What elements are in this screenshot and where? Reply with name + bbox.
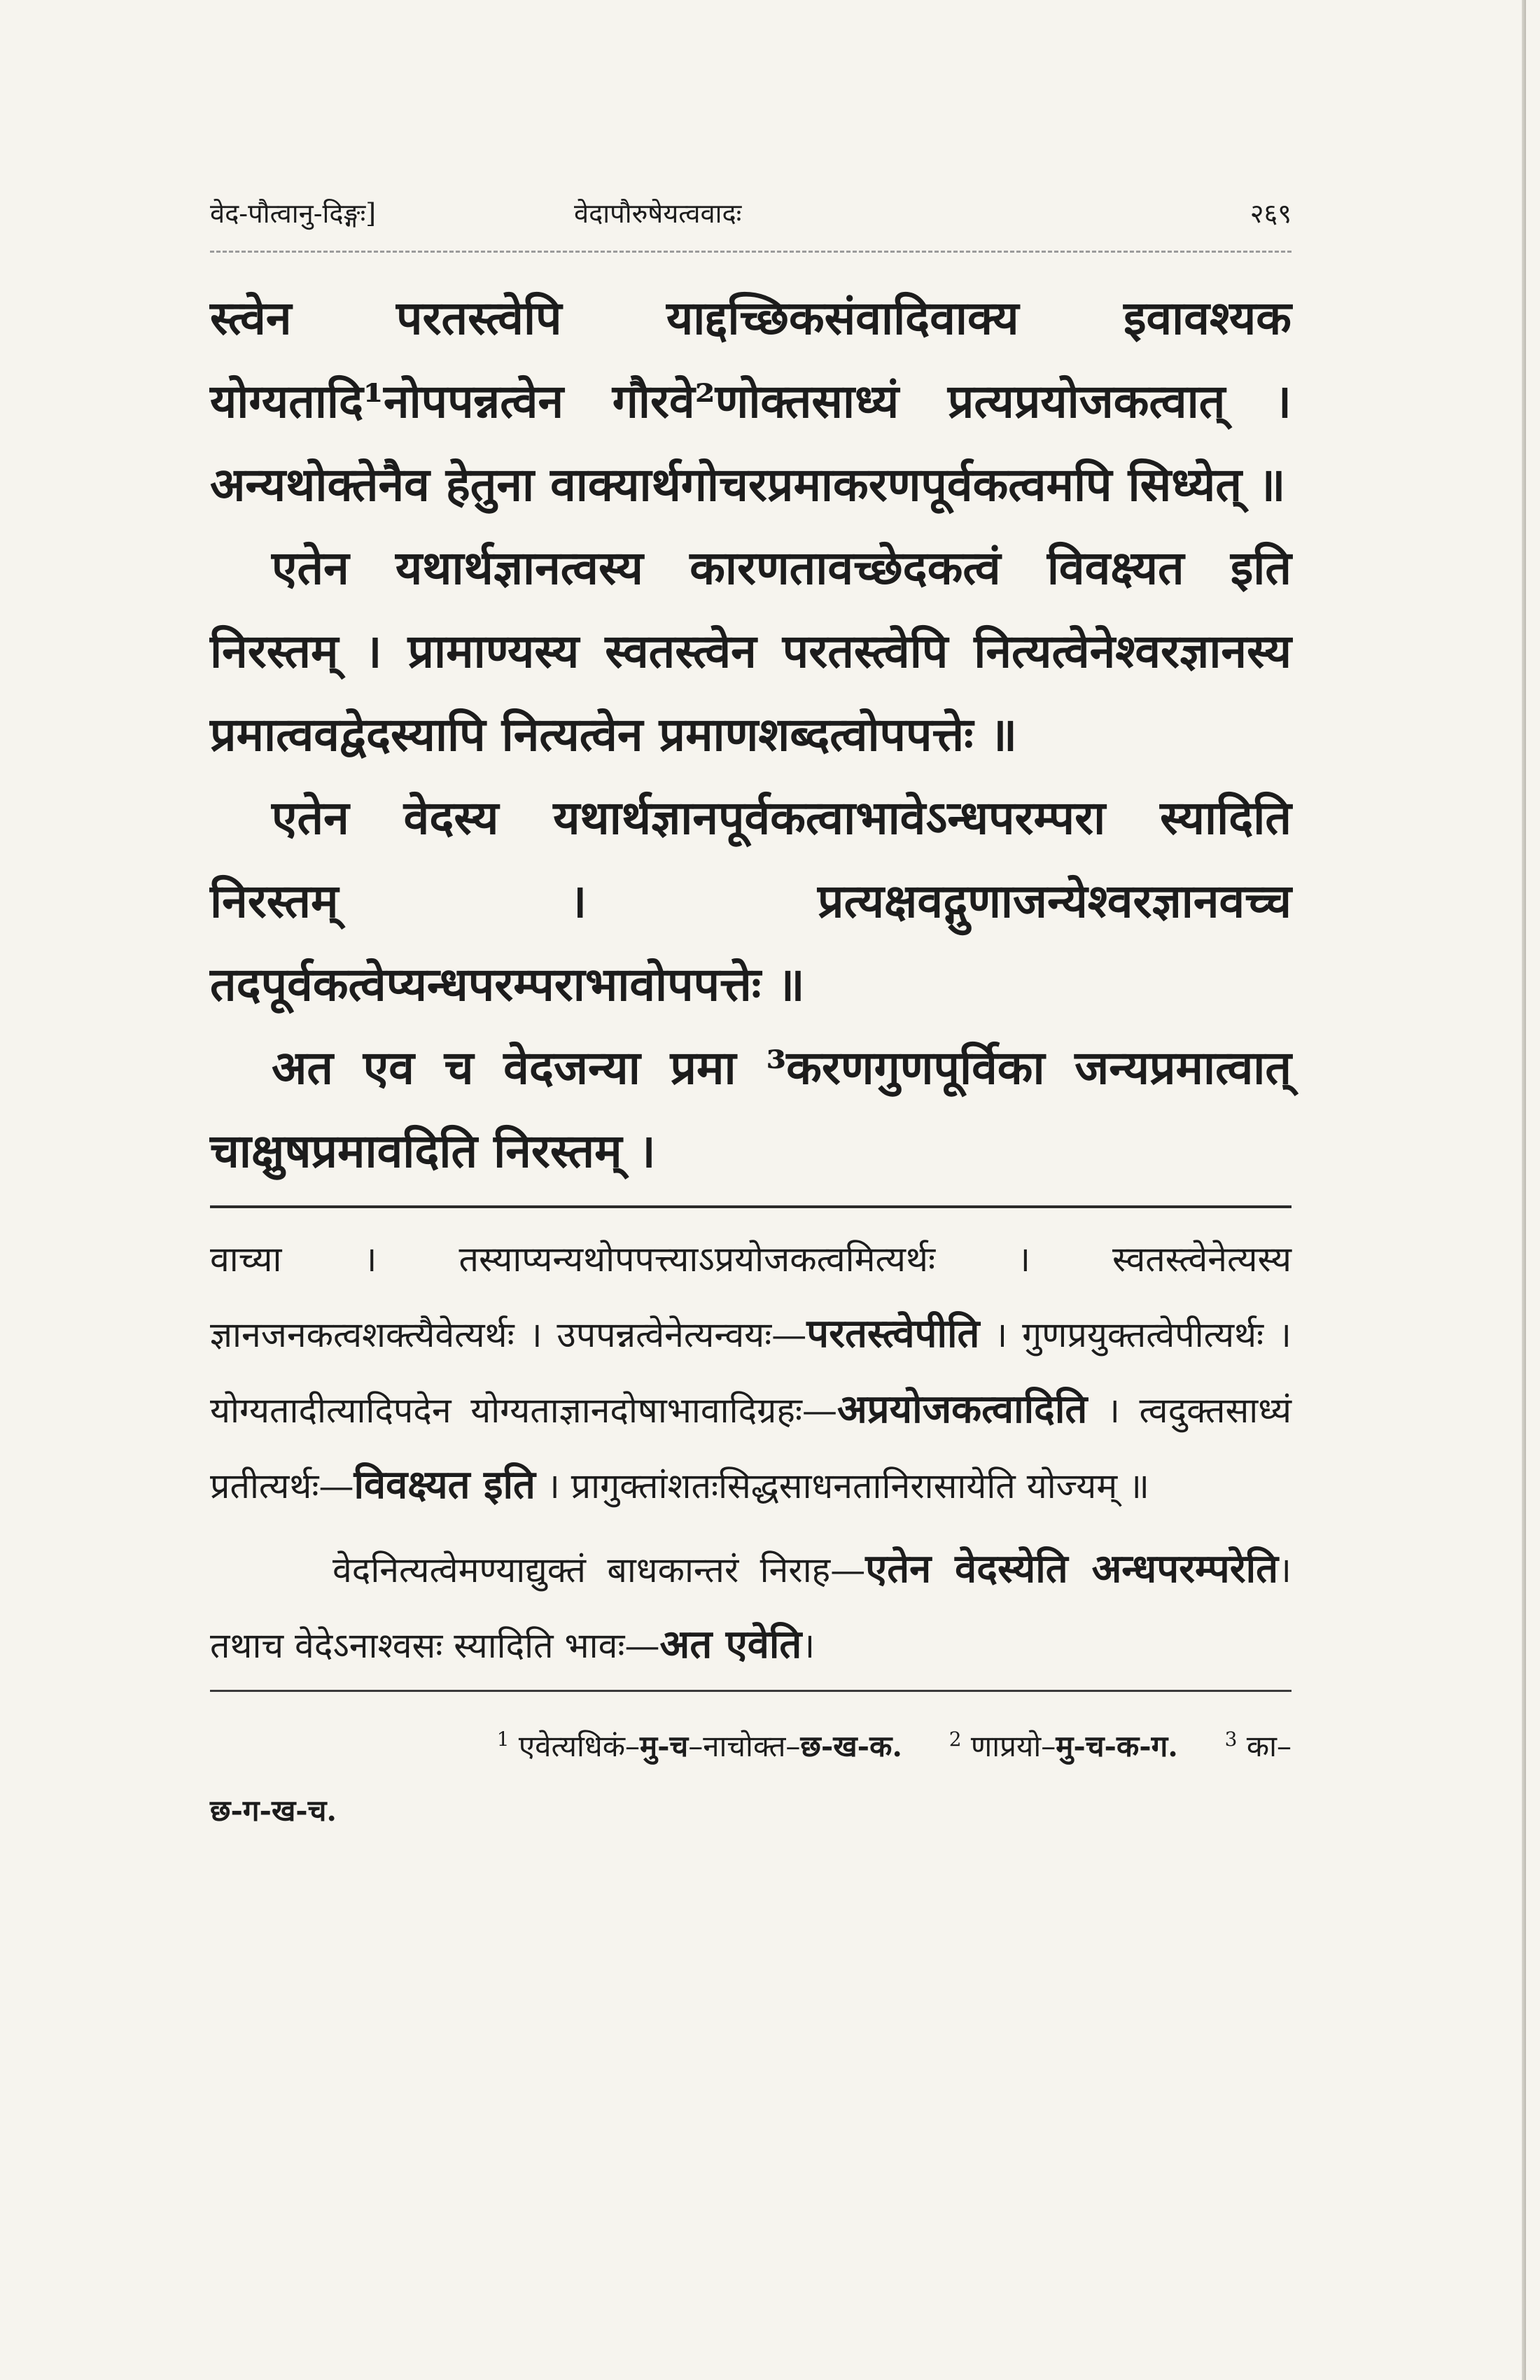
commentary-text: वेदनित्यत्वेमण्याद्युक्तं बाधकान्तरं निराह— [332,1550,866,1590]
header-section-left: वेद-पौत्वानु-दिङ्गः] [210,198,377,229]
header-title: वेदापौरुषेयत्ववादः [574,198,742,229]
footnote-rule [210,1690,1292,1692]
footnote-text: का– [1246,1729,1292,1763]
main-paragraph: एतेन यथार्थज्ञानत्वस्य कारणतावच्छेदकत्वं विवक्ष्यत इति निरस्तम् । प्रामाण्यस्य स्वतस्त्वेन परतस्त्वेपि नित्यत्वेनेश्वरज्ञानस्य प्रमात्ववद्वेदस्यापि नित्यत्वेन प्रमाणशब्दत्वोपपत्तेः ॥ [210,540,1292,762]
commentary [210,1222,1292,1683]
commentary-text: । प्रागुक्तांशतःसिद्धसाधनतानिरासायेति योज्यम् ॥ [535,1466,1149,1506]
footnotes [210,1707,1292,1843]
main-text [210,276,1292,1193]
footnote-sigla: छ-ख-क. [800,1729,902,1763]
footnote-marker: 1 [496,1728,510,1751]
footnote-line [210,1707,1292,1779]
footnote-sigla: छ-ग-ख-च. [210,1793,337,1828]
main-paragraph: स्त्वेन परतस्त्वेपि याद्दच्छिकसंवादिवाक्य इवावश्यक योग्यतादि¹नोपपन्नत्वेन गौरवे²णोक्तसाध्यं प्रत्यप्रयोजकत्वात् । अन्यथोक्तेनैव हेतुना वाक्यार्थगोचरप्रमाकरणपूर्वकत्वमपि सिध्येत् ॥ [210,290,1292,512]
commentary-text: । तथाच वेदेऽनाश्वसः स्यादिति भावः— [210,1550,1292,1666]
footnote-text: णाप्रयो– [970,1729,1056,1763]
footnote-text: एवेत्यधिकं– [518,1729,640,1763]
text-commentary-divider [210,1205,1292,1208]
commentary-lemma: अत एवेति [659,1621,802,1667]
running-head [210,189,1292,231]
commentary-lemma: अप्रयोजकत्वादिति [836,1386,1088,1432]
footnote-line [210,1779,1292,1843]
commentary-text: । त्वदुक्तसाध्यं प्रतीत्यर्थः— [210,1390,1292,1506]
book-page [210,189,1292,1843]
commentary-paragraph [210,1532,1292,1683]
commentary-lemma: विवक्ष्यत इति [354,1462,536,1508]
commentary-text: । गुणप्रयुक्तत्वेपीत्यर्थः । योग्यतादीत्यादिपदेन योग्यताज्ञानदोषाभावादिग्रहः— [210,1315,1292,1431]
main-paragraph: अत एव च वेदजन्या प्रमा ³करणगुणपूर्विका जन्यप्रमात्वात् चाक्षुषप्रमावदिति निरस्तम् । [210,1040,1292,1178]
commentary-lemma: परतस्त्वेपीति [806,1310,980,1357]
header-rule [210,251,1292,253]
page-number: २६९ [1250,198,1292,229]
commentary-lemma: एतेन वेदस्येति अन्धपरम्परेति [865,1546,1279,1592]
footnote-text: –नाचोक्त– [688,1729,801,1763]
page-edge [1522,0,1526,2380]
commentary-paragraph [210,1222,1292,1523]
footnote-sigla: मु-च [639,1729,689,1763]
footnote-marker: 3 [1224,1728,1238,1751]
footnote-marker: 2 [948,1728,962,1751]
footnote-sigla: मु-च-क-ग. [1056,1729,1178,1763]
commentary-text: वाच्या । तस्याप्यन्यथोपपत्त्याऽप्रयोजकत्वमित्यर्थः । स्वतस्त्वेनेत्यस्य ज्ञानजनकत्वशक्त्यैवेत्यर्थः । उपपन्नत्वेनेत्यन्वयः— [210,1239,1292,1355]
commentary-text: । [802,1625,816,1666]
main-paragraph: एतेन वेदस्य यथार्थज्ञानपूर्वकत्वाभावेऽन्धपरम्परा स्यादिति निरस्तम् । प्रत्यक्षवद्गुणाजन्येश्वरज्ञानवच्च तदपूर्वकत्वेप्यन्धपरम्पराभावोपपत्तेः ॥ [210,790,1292,1011]
